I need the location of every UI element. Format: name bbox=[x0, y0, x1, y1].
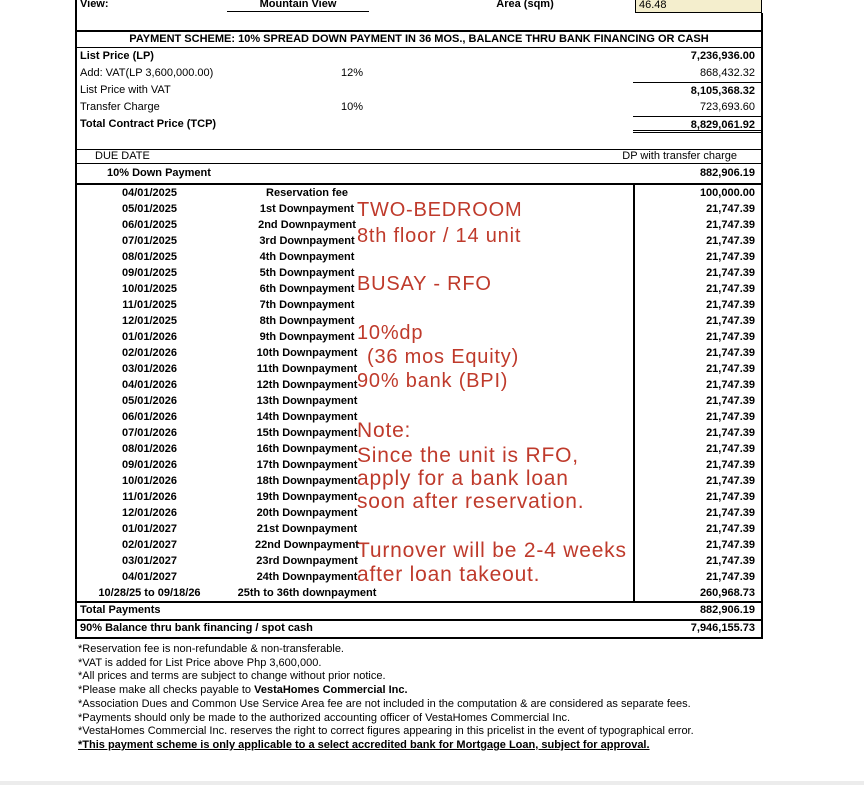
pricing-row bbox=[77, 116, 761, 133]
red-annotation: after loan takeout. bbox=[357, 563, 541, 586]
schedule-spacer bbox=[392, 457, 633, 473]
schedule-desc: 1st Downpayment bbox=[259, 203, 355, 215]
schedule-spacer bbox=[392, 441, 633, 457]
schedule-row bbox=[77, 265, 761, 281]
schedule-amount: 21,747.39 bbox=[706, 491, 755, 503]
schedule-amount: 21,747.39 bbox=[706, 347, 755, 359]
footnote-line bbox=[78, 712, 763, 726]
price-label: Transfer Charge bbox=[80, 101, 160, 113]
schedule-desc: 2nd Downpayment bbox=[258, 219, 356, 231]
schedule-spacer bbox=[392, 553, 633, 569]
schedule-spacer bbox=[392, 393, 633, 409]
footnote-line bbox=[78, 643, 763, 657]
pricing-row bbox=[77, 99, 761, 116]
schedule-desc: 18th Downpayment bbox=[256, 475, 358, 487]
footnote-text: *Association Dues and Common Use Service Area fee are not included in the computation & are considered as separate fees. bbox=[78, 697, 691, 710]
pricing-row bbox=[77, 65, 761, 82]
schedule-date: 01/01/2027 bbox=[121, 523, 178, 535]
schedule-spacer bbox=[392, 585, 633, 601]
red-annotation: apply for a bank loan bbox=[357, 467, 569, 490]
schedule-date: 09/01/2026 bbox=[121, 459, 178, 471]
schedule-date: 01/01/2026 bbox=[121, 331, 178, 343]
schedule-date: 08/01/2026 bbox=[121, 443, 178, 455]
schedule-desc: 10th Downpayment bbox=[256, 347, 358, 359]
schedule-spacer bbox=[392, 361, 633, 377]
schedule-row bbox=[77, 585, 761, 601]
schedule-date: 02/01/2026 bbox=[121, 347, 178, 359]
schedule-row bbox=[77, 409, 761, 425]
schedule-row bbox=[77, 233, 761, 249]
schedule-spacer bbox=[392, 313, 633, 329]
schedule-desc: 6th Downpayment bbox=[259, 283, 355, 295]
schedule-amount: 21,747.39 bbox=[706, 219, 755, 231]
schedule-table bbox=[75, 183, 763, 603]
schedule-spacer bbox=[392, 201, 633, 217]
price-label: List Price (LP) bbox=[80, 50, 154, 62]
schedule-row bbox=[77, 313, 761, 329]
downpayment-summary-row bbox=[75, 164, 763, 183]
downpayment-summary-label: 10% Down Payment bbox=[107, 167, 211, 179]
due-date-header-row bbox=[75, 149, 763, 164]
schedule-date: 04/01/2025 bbox=[121, 187, 178, 199]
schedule-amount: 21,747.39 bbox=[706, 507, 755, 519]
schedule-row bbox=[77, 393, 761, 409]
schedule-spacer bbox=[392, 425, 633, 441]
schedule-amount: 21,747.39 bbox=[706, 475, 755, 487]
red-annotation: (36 mos Equity) bbox=[367, 346, 520, 368]
schedule-row bbox=[77, 185, 761, 201]
pricelist-sheet bbox=[75, 0, 763, 753]
area-label: Area (sqm) bbox=[496, 0, 554, 10]
schedule-spacer bbox=[392, 537, 633, 553]
schedule-date: 04/01/2027 bbox=[121, 571, 178, 583]
schedule-spacer bbox=[392, 217, 633, 233]
balance-label: 90% Balance thru bank financing / spot cash bbox=[80, 622, 313, 634]
schedule-spacer bbox=[392, 409, 633, 425]
schedule-amount: 21,747.39 bbox=[706, 411, 755, 423]
total-payments-label: Total Payments bbox=[80, 604, 161, 616]
balance-value: 7,946,155.73 bbox=[690, 622, 755, 634]
pricing-row bbox=[77, 82, 761, 99]
schedule-spacer bbox=[392, 329, 633, 345]
red-annotation: 10%dp bbox=[357, 322, 424, 344]
schedule-date: 11/01/2026 bbox=[122, 491, 177, 503]
schedule-row bbox=[77, 281, 761, 297]
schedule-spacer bbox=[392, 345, 633, 361]
schedule-desc: 12th Downpayment bbox=[256, 379, 358, 391]
price-label: Total Contract Price (TCP) bbox=[80, 118, 217, 130]
footnote-line bbox=[78, 670, 763, 684]
schedule-date: 04/01/2026 bbox=[121, 379, 178, 391]
schedule-desc: 9th Downpayment bbox=[259, 331, 355, 343]
schedule-desc: 22nd Downpayment bbox=[255, 539, 359, 551]
schedule-row bbox=[77, 441, 761, 457]
price-value: 8,105,368.32 bbox=[633, 82, 761, 99]
schedule-desc: 25th to 36th downpayment bbox=[237, 587, 377, 599]
pricing-table bbox=[75, 48, 763, 133]
price-value: 723,693.60 bbox=[699, 101, 755, 113]
footnote-text: *This payment scheme is only applicable to a select accredited bank for Mortgage Loan, subject for approval. bbox=[78, 738, 650, 751]
schedule-desc: 14th Downpayment bbox=[256, 411, 358, 423]
footnote-text: *Reservation fee is non-refundable & non-transferable. bbox=[78, 643, 344, 655]
schedule-amount: 21,747.39 bbox=[706, 203, 755, 215]
schedule-desc: 24th Downpayment bbox=[256, 571, 358, 583]
schedule-desc: 20th Downpayment bbox=[256, 507, 358, 519]
schedule-desc: Reservation fee bbox=[266, 187, 348, 199]
footnote-line bbox=[78, 657, 763, 671]
schedule-date: 06/01/2026 bbox=[121, 411, 178, 423]
red-annotation: Since the unit is RFO, bbox=[357, 444, 579, 467]
schedule-desc: 23rd Downpayment bbox=[256, 555, 358, 567]
schedule-row bbox=[77, 505, 761, 521]
schedule-amount: 21,747.39 bbox=[706, 571, 755, 583]
view-label: View: bbox=[80, 0, 109, 10]
footnote-line bbox=[78, 725, 763, 739]
schedule-amount: 260,968.73 bbox=[699, 587, 755, 599]
schedule-row bbox=[77, 249, 761, 265]
schedule-date: 07/01/2025 bbox=[121, 235, 178, 247]
schedule-amount: 21,747.39 bbox=[706, 251, 755, 263]
schedule-amount: 21,747.39 bbox=[706, 267, 755, 279]
schedule-row bbox=[77, 537, 761, 553]
schedule-spacer bbox=[392, 297, 633, 313]
price-percent: 12% bbox=[340, 67, 364, 79]
schedule-row bbox=[77, 345, 761, 361]
schedule-date: 09/01/2025 bbox=[121, 267, 178, 279]
schedule-spacer bbox=[392, 473, 633, 489]
area-value-cell: 46.48 bbox=[635, 0, 762, 13]
schedule-date: 08/01/2025 bbox=[121, 251, 178, 263]
schedule-amount: 21,747.39 bbox=[706, 379, 755, 391]
schedule-desc: 8th Downpayment bbox=[259, 315, 355, 327]
schedule-date: 07/01/2026 bbox=[121, 427, 178, 439]
red-annotation: Note: bbox=[357, 419, 412, 442]
schedule-date: 03/01/2027 bbox=[121, 555, 178, 567]
footnote-text: *VAT is added for List Price above Php 3,600,000. bbox=[78, 656, 322, 669]
bottom-window-strip bbox=[0, 781, 864, 785]
schedule-row bbox=[77, 297, 761, 313]
schedule-date: 06/01/2025 bbox=[121, 219, 178, 231]
schedule-spacer bbox=[392, 489, 633, 505]
schedule-row bbox=[77, 377, 761, 393]
footnote-line bbox=[78, 698, 763, 712]
price-percent: 10% bbox=[340, 101, 364, 113]
pricing-row bbox=[77, 48, 761, 65]
sheet-header-row bbox=[75, 0, 763, 13]
schedule-desc: 13th Downpayment bbox=[256, 395, 358, 407]
schedule-desc: 19th Downpayment bbox=[256, 491, 358, 503]
price-value: 7,236,936.00 bbox=[690, 50, 755, 62]
price-label: Add: VAT(LP 3,600,000.00) bbox=[80, 67, 214, 79]
price-value: 8,829,061.92 bbox=[633, 116, 761, 133]
schedule-spacer bbox=[392, 505, 633, 521]
amount-column-divider bbox=[633, 185, 635, 601]
price-value: 868,432.32 bbox=[699, 67, 755, 79]
schedule-date: 10/28/25 to 09/18/26 bbox=[98, 587, 201, 599]
schedule-desc: 3rd Downpayment bbox=[259, 235, 355, 247]
footnote-text: VestaHomes Commercial Inc. bbox=[254, 684, 408, 697]
schedule-amount: 21,747.39 bbox=[706, 299, 755, 311]
view-value-cell: Mountain View bbox=[227, 0, 369, 12]
schedule-desc: 16th Downpayment bbox=[256, 443, 358, 455]
footnote-text: *Payments should only be made to the authorized accounting officer of VestaHomes Commercial Inc. bbox=[78, 711, 571, 724]
schedule-row bbox=[77, 425, 761, 441]
red-annotation: 8th floor / 14 unit bbox=[357, 225, 522, 247]
schedule-amount: 21,747.39 bbox=[706, 331, 755, 343]
schedule-date: 03/01/2026 bbox=[121, 363, 178, 375]
payment-scheme-title: PAYMENT SCHEME: 10% SPREAD DOWN PAYMENT IN 36 MOS., BALANCE THRU BANK FINANCING OR CASH bbox=[75, 30, 763, 48]
schedule-desc: 5th Downpayment bbox=[259, 267, 355, 279]
schedule-date: 02/01/2027 bbox=[121, 539, 178, 551]
red-annotation: soon after reservation. bbox=[357, 490, 585, 513]
schedule-date: 05/01/2025 bbox=[121, 203, 178, 215]
schedule-row bbox=[77, 329, 761, 345]
schedule-row bbox=[77, 457, 761, 473]
schedule-desc: 4th Downpayment bbox=[259, 251, 355, 263]
dp-column-header: DP with transfer charge bbox=[622, 150, 737, 162]
schedule-row bbox=[77, 553, 761, 569]
schedule-date: 12/01/2025 bbox=[121, 315, 178, 327]
price-label: List Price with VAT bbox=[80, 84, 171, 96]
schedule-spacer bbox=[392, 569, 633, 585]
red-annotation: Turnover will be 2-4 weeks bbox=[357, 539, 627, 562]
footnote-line bbox=[78, 684, 763, 698]
schedule-date: 12/01/2026 bbox=[121, 507, 178, 519]
schedule-spacer bbox=[392, 185, 633, 201]
schedule-amount: 21,747.39 bbox=[706, 363, 755, 375]
footnote-text: *Please make all checks payable to bbox=[78, 684, 255, 697]
downpayment-summary-value: 882,906.19 bbox=[699, 167, 755, 179]
schedule-row bbox=[77, 361, 761, 377]
schedule-spacer bbox=[392, 249, 633, 265]
schedule-date: 10/01/2026 bbox=[121, 475, 178, 487]
schedule-date: 05/01/2026 bbox=[121, 395, 178, 407]
schedule-row bbox=[77, 521, 761, 537]
schedule-spacer bbox=[392, 281, 633, 297]
schedule-desc: 7th Downpayment bbox=[259, 299, 355, 311]
schedule-amount: 100,000.00 bbox=[699, 187, 755, 199]
red-annotation: TWO-BEDROOM bbox=[357, 199, 523, 221]
total-payments-row bbox=[75, 603, 763, 621]
schedule-desc: 11th Downpayment bbox=[256, 363, 358, 375]
due-date-label: DUE DATE bbox=[95, 150, 150, 162]
footnotes bbox=[75, 643, 763, 753]
schedule-amount: 21,747.39 bbox=[706, 283, 755, 295]
schedule-amount: 21,747.39 bbox=[706, 459, 755, 471]
schedule-amount: 21,747.39 bbox=[706, 235, 755, 247]
schedule-row bbox=[77, 489, 761, 505]
balance-row bbox=[75, 621, 763, 639]
schedule-date: 11/01/2025 bbox=[122, 299, 177, 311]
footnote-text: *VestaHomes Commercial Inc. reserves the right to correct figures appearing in this pricelist in the event of typographical error. bbox=[78, 725, 694, 738]
red-annotation: 90% bank (BPI) bbox=[357, 370, 509, 392]
schedule-row bbox=[77, 569, 761, 585]
spacer-row bbox=[75, 133, 763, 149]
schedule-row bbox=[77, 473, 761, 489]
schedule-spacer bbox=[392, 521, 633, 537]
footnote-text: *All prices and terms are subject to change without prior notice. bbox=[78, 670, 386, 683]
schedule-amount: 21,747.39 bbox=[706, 395, 755, 407]
schedule-amount: 21,747.39 bbox=[706, 539, 755, 551]
schedule-desc: 21st Downpayment bbox=[256, 523, 358, 535]
schedule-amount: 21,747.39 bbox=[706, 523, 755, 535]
schedule-spacer bbox=[392, 377, 633, 393]
red-annotation: BUSAY - RFO bbox=[357, 273, 492, 295]
schedule-desc: 15th Downpayment bbox=[256, 427, 358, 439]
schedule-desc: 17th Downpayment bbox=[256, 459, 358, 471]
spacer-row bbox=[75, 13, 763, 30]
schedule-date: 10/01/2025 bbox=[121, 283, 178, 295]
schedule-spacer bbox=[392, 233, 633, 249]
schedule-amount: 21,747.39 bbox=[706, 443, 755, 455]
total-payments-value: 882,906.19 bbox=[699, 604, 755, 616]
footnote-line bbox=[78, 739, 763, 753]
schedule-row bbox=[77, 201, 761, 217]
schedule-amount: 21,747.39 bbox=[706, 315, 755, 327]
schedule-spacer bbox=[392, 265, 633, 281]
schedule-row bbox=[77, 217, 761, 233]
schedule-amount: 21,747.39 bbox=[706, 555, 755, 567]
schedule-amount: 21,747.39 bbox=[706, 427, 755, 439]
